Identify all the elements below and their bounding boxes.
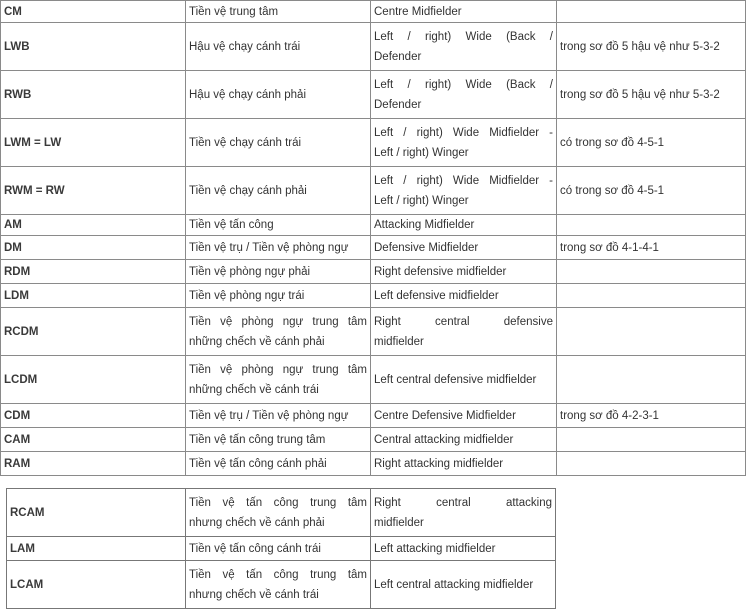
cell-text: Right attacking midfielder — [374, 457, 504, 470]
position-code: AM — [1, 215, 186, 236]
cell-line-1: Left / right) Wide Midfielder - — [374, 174, 553, 187]
cell-text: Tiền vệ tấn công — [189, 219, 274, 231]
position-code: RAM — [1, 452, 186, 476]
table-row — [1, 260, 746, 284]
position-note: trong sơ đồ 4-2-3-1 — [557, 404, 746, 428]
cell-line-1: Left / right) Wide (Back / — [374, 78, 553, 91]
position-note — [557, 260, 746, 284]
cell-text: Tiền vệ tấn công cánh trái — [189, 542, 321, 555]
cell-line-2: Defender — [374, 98, 422, 111]
cell-text: Right defensive midfielder — [374, 265, 507, 278]
position-code: RCDM — [1, 308, 186, 356]
cell-line-1: Tiền vệ tấn công trung tâm — [189, 568, 367, 581]
cell-text: Tiền vệ chạy cánh phải — [189, 184, 307, 197]
cell-text: Hậu vệ chạy cánh phải — [189, 88, 306, 101]
cell-text: Left central defensive midfielder — [374, 373, 537, 386]
cell-text: Left central attacking midfielder — [374, 578, 534, 591]
position-code: LWM = LW — [1, 119, 186, 167]
cell-text: Tiền vệ chạy cánh trái — [189, 136, 302, 149]
cell-text: Tiền vệ tấn công trung tâm — [189, 433, 326, 446]
positions-table-continued-body — [7, 489, 556, 609]
table-row — [1, 356, 746, 404]
table-row — [7, 537, 556, 561]
cell-line-2: midfielder — [374, 516, 424, 529]
table-row — [1, 428, 746, 452]
positions-table-continued — [6, 488, 556, 609]
cell-text: Left attacking midfielder — [374, 542, 496, 555]
positions-table-body — [1, 1, 746, 476]
cell-text: Tiền vệ phòng ngự phải — [189, 265, 311, 278]
position-code: RCAM — [7, 489, 186, 537]
table-row — [1, 215, 746, 236]
cell-text: Centre Midfielder — [374, 5, 462, 18]
cell-line-2: nhưng chếch về cánh phải — [189, 516, 325, 529]
cell-text: Hậu vệ chạy cánh trái — [189, 40, 301, 53]
cell-text: Defensive Midfielder — [374, 241, 479, 254]
position-note — [557, 356, 746, 404]
position-code: LCAM — [7, 561, 186, 609]
cell-line-2: những chếch về cánh phải — [189, 335, 325, 348]
cell-line-2: Defender — [374, 50, 422, 63]
position-code: RWM = RW — [1, 167, 186, 215]
table-row — [1, 71, 746, 119]
table-row — [1, 308, 746, 356]
position-code: CM — [1, 1, 186, 23]
table-row — [7, 489, 556, 537]
position-code: LAM — [7, 537, 186, 561]
position-note: trong sơ đồ 5 hậu vệ như 5-3-2 — [557, 23, 746, 71]
cell-line-1: Tiền vệ tấn công trung tâm — [189, 496, 367, 509]
cell-line-2: những chếch về cánh trái — [189, 383, 319, 396]
cell-text: Tiền vệ trụ / Tiền vệ phòng ngự — [189, 241, 349, 254]
table-row — [1, 404, 746, 428]
cell-text: Centre Defensive Midfielder — [374, 409, 516, 422]
cell-line-2: Left / right) Winger — [374, 146, 469, 159]
cell-line-1: Tiền vệ phòng ngự trung tâm — [189, 315, 367, 328]
cell-text: Left defensive midfielder — [374, 289, 499, 302]
position-note: có trong sơ đồ 4-5-1 — [557, 119, 746, 167]
position-note: có trong sơ đồ 4-5-1 — [557, 167, 746, 215]
cell-line-1: Right central attacking — [374, 496, 552, 509]
table-row — [1, 452, 746, 476]
position-code: LCDM — [1, 356, 186, 404]
cell-line-1: Right central defensive — [374, 315, 553, 328]
table-row — [1, 119, 746, 167]
position-code: LWB — [1, 23, 186, 71]
cell-text: Tiền vệ phòng ngự trái — [189, 289, 305, 302]
position-note — [557, 284, 746, 308]
position-note — [557, 215, 746, 236]
cell-line-2: nhưng chếch về cánh trái — [189, 588, 319, 601]
position-note — [557, 428, 746, 452]
cell-line-2: Left / right) Winger — [374, 194, 469, 207]
cell-line-1: Left / right) Wide (Back / — [374, 30, 553, 43]
position-code: RDM — [1, 260, 186, 284]
cell-text: Attacking Midfielder — [374, 219, 475, 231]
table-row — [1, 1, 746, 23]
position-note: trong sơ đồ 5 hậu vệ như 5-3-2 — [557, 71, 746, 119]
cell-text: Central attacking midfielder — [374, 433, 514, 446]
cell-text: Tiền vệ tấn công cánh phải — [189, 457, 327, 470]
table-row — [1, 23, 746, 71]
table-row — [1, 167, 746, 215]
cell-line-1: Tiền vệ phòng ngự trung tâm — [189, 363, 367, 376]
position-code: LDM — [1, 284, 186, 308]
table-row — [7, 561, 556, 609]
position-code: RWB — [1, 71, 186, 119]
cell-line-1: Left / right) Wide Midfielder - — [374, 126, 553, 139]
table-row — [1, 284, 746, 308]
cell-text: Tiền vệ trụ / Tiền vệ phòng ngự — [189, 409, 349, 422]
position-note — [557, 308, 746, 356]
position-code: DM — [1, 236, 186, 260]
cell-text: Tiền vệ trung tâm — [189, 5, 279, 18]
position-note — [557, 1, 746, 23]
position-note: trong sơ đồ 4-1-4-1 — [557, 236, 746, 260]
cell-line-2: midfielder — [374, 335, 424, 348]
position-note — [557, 452, 746, 476]
position-code: CAM — [1, 428, 186, 452]
position-code: CDM — [1, 404, 186, 428]
table-row — [1, 236, 746, 260]
